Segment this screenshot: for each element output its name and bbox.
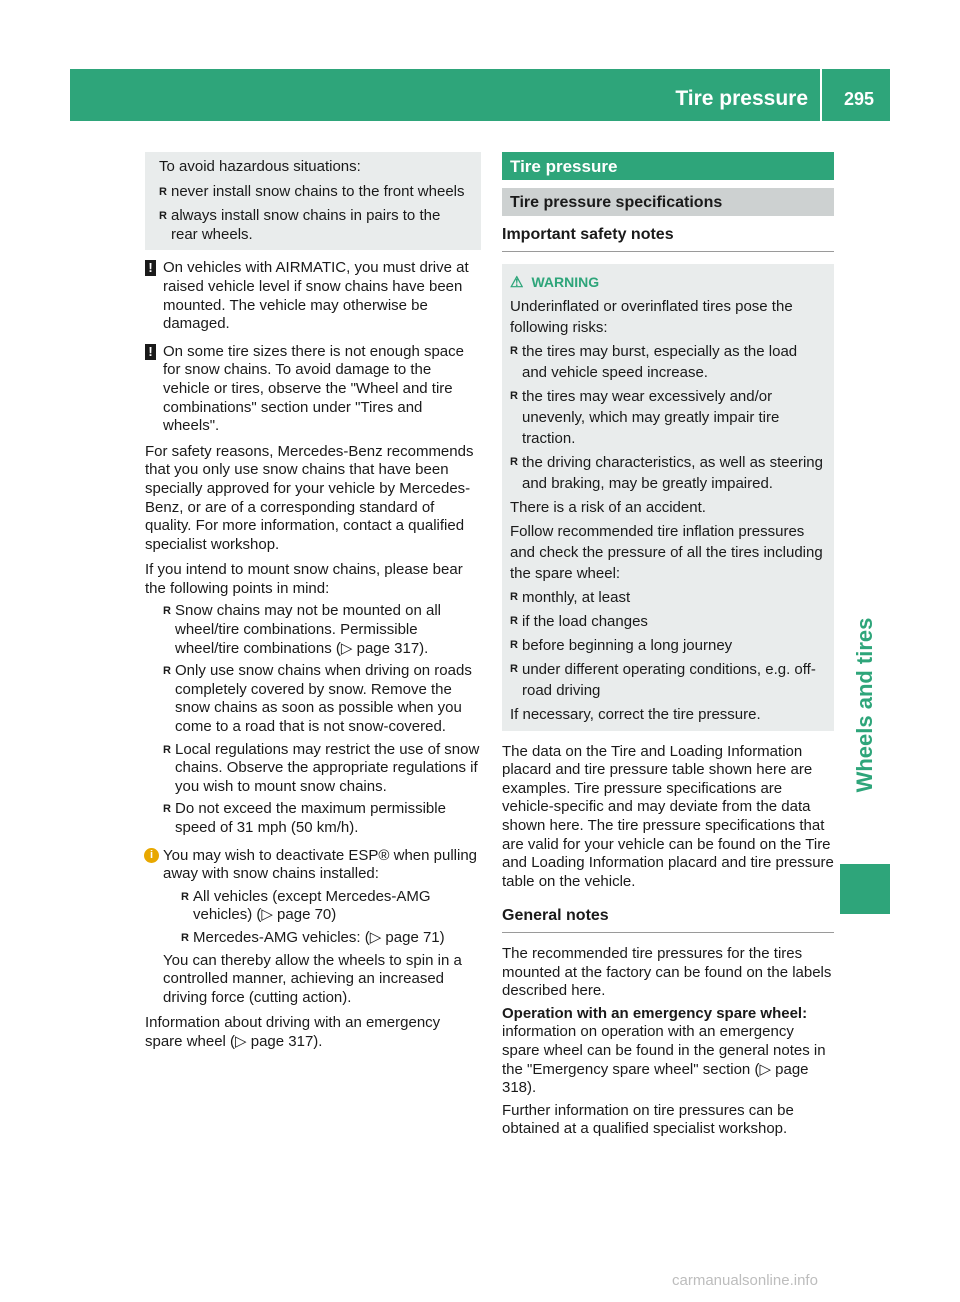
- mount-list: [145, 602, 481, 837]
- paragraph-spare-wheel: Information about driving with an emergency spare wheel (▷ page 317).: [145, 1014, 441, 1050]
- list-item: R monthly, at least: [510, 587, 826, 608]
- side-tab-label: Wheels and tires: [852, 617, 877, 793]
- spare-label: Operation with an emergency spare wheel:: [502, 1004, 808, 1022]
- note-tire-size: [145, 343, 481, 436]
- list-item: R Snow chains may not be mounted on all wheel/tire combinations. Permissible wheel/tire combinations (▷ page 317).: [163, 602, 481, 658]
- list-item: R Only use snow chains when driving on roads completely covered by snow. Remove the snow chains as soon as possible when you come to a road that is not snow-covered.: [163, 662, 481, 736]
- list-item: R always install snow chains in pairs to the rear wheels.: [159, 207, 467, 244]
- hazard-box: [145, 152, 481, 250]
- check-list: [510, 587, 826, 701]
- heading-general-notes: General notes: [502, 897, 834, 933]
- warning-title: [510, 272, 826, 293]
- paragraph-data: The data on the Tire and Loading Information placard and tire pressure table shown here are examples. Tire pressure specifications are vehicle-specific and may deviate from the data shown here. The tire pressure specifications that are valid for your vehicle can be found on the Tire and Loading Information placard and tire pressure table on the vehicle.: [502, 742, 834, 890]
- warning-accident: There is a risk of an accident.: [510, 498, 706, 516]
- info-icon: i: [144, 848, 159, 863]
- list-item: R under different operating conditions, e.g. off-road driving: [510, 659, 826, 701]
- list-item: R the driving characteristics, as well as steering and braking, may be greatly impaired.: [510, 452, 826, 494]
- hazard-intro: To avoid hazardous situations:: [159, 158, 361, 175]
- header-title: Tire pressure: [675, 69, 822, 121]
- list-item: R All vehicles (except Mercedes-AMG vehicles) (▷ page 70): [181, 888, 481, 925]
- exclamation-icon: !: [145, 260, 156, 276]
- paragraph-emergency: [502, 1005, 834, 1098]
- warning-follow: Follow recommended tire inflation pressures and check the pressure of all the tires including the spare wheel:: [510, 522, 823, 582]
- spare-text: information on operation with an emergency spare wheel can be found in the general notes in the "Emergency spare wheel" section (▷ page 318).: [502, 1023, 826, 1097]
- paragraph-recommended: The recommended tire pressures for the tires mounted at the factory can be found on the labels described here.: [502, 944, 832, 1000]
- right-column: [502, 152, 834, 1139]
- subsection-title: Tire pressure specifications: [502, 188, 834, 216]
- left-column: [145, 152, 481, 1052]
- page-header: [70, 69, 890, 121]
- paragraph-safety: For safety reasons, Mercedes-Benz recommends that you only use snow chains that have been specially approved for your vehicle by Mercedes-Benz, or are of a corresponding standard of quality. For more information, contact a qualified specialist workshop.: [145, 442, 474, 553]
- warning-label: WARNING: [531, 273, 600, 290]
- paragraph-mount: If you intend to mount snow chains, please bear the following points in mind:: [145, 561, 463, 597]
- list-item: R if the load changes: [510, 611, 826, 632]
- side-tab-marker: [840, 864, 890, 914]
- info-list: [163, 888, 481, 948]
- warning-correct: If necessary, correct the tire pressure.: [510, 705, 761, 723]
- list-item: R the tires may burst, especially as the load and vehicle speed increase.: [510, 341, 826, 383]
- paragraph-further: Further information on tire pressures can be obtained at a qualified specialist workshop.: [502, 1101, 794, 1138]
- warning-box: [502, 264, 834, 731]
- note-airmatic: [145, 259, 481, 333]
- heading-safety-notes: Important safety notes: [502, 216, 834, 252]
- list-item: R never install snow chains to the front wheels: [159, 183, 467, 202]
- list-item: R the tires may wear excessively and/or unevenly, which may greatly impair tire traction.: [510, 386, 826, 449]
- side-tab[interactable]: [840, 540, 890, 870]
- warning-triangle-icon: ⚠: [510, 273, 524, 291]
- list-item: R Mercedes-AMG vehicles: (▷ page 71): [181, 929, 481, 948]
- note-text: On vehicles with AIRMATIC, you must drive at raised vehicle level if snow chains have been mounted. The vehicle may otherwise be damaged.: [163, 259, 469, 333]
- list-item: R Do not exceed the maximum permissible speed of 31 mph (50 km/h).: [163, 800, 481, 837]
- info-after: You can thereby allow the wheels to spin in a controlled manner, achieving an increased driving force (cutting action).: [163, 951, 462, 1006]
- exclamation-icon: !: [145, 344, 156, 360]
- note-text: On some tire sizes there is not enough space for snow chains. To avoid damage to the vehicle or tires, observe the "Wheel and tire combinations" section under "Tires and wheels".: [163, 342, 464, 435]
- list-item: R Local regulations may restrict the use of snow chains. Observe the appropriate regulations if you wish to mount snow chains.: [163, 741, 481, 797]
- info-note: [145, 847, 481, 1008]
- page-number: 295: [843, 89, 875, 109]
- watermark: carmanualsonline.info: [672, 1272, 818, 1289]
- section-title: Tire pressure: [502, 152, 834, 180]
- note-text: You may wish to deactivate ESP® when pulling away with snow chains installed:: [163, 846, 478, 883]
- list-item: R before beginning a long journey: [510, 635, 826, 656]
- warning-intro: Underinflated or overinflated tires pose the following risks:: [510, 297, 793, 336]
- hazard-list: [159, 183, 467, 245]
- risk-list: [510, 341, 826, 494]
